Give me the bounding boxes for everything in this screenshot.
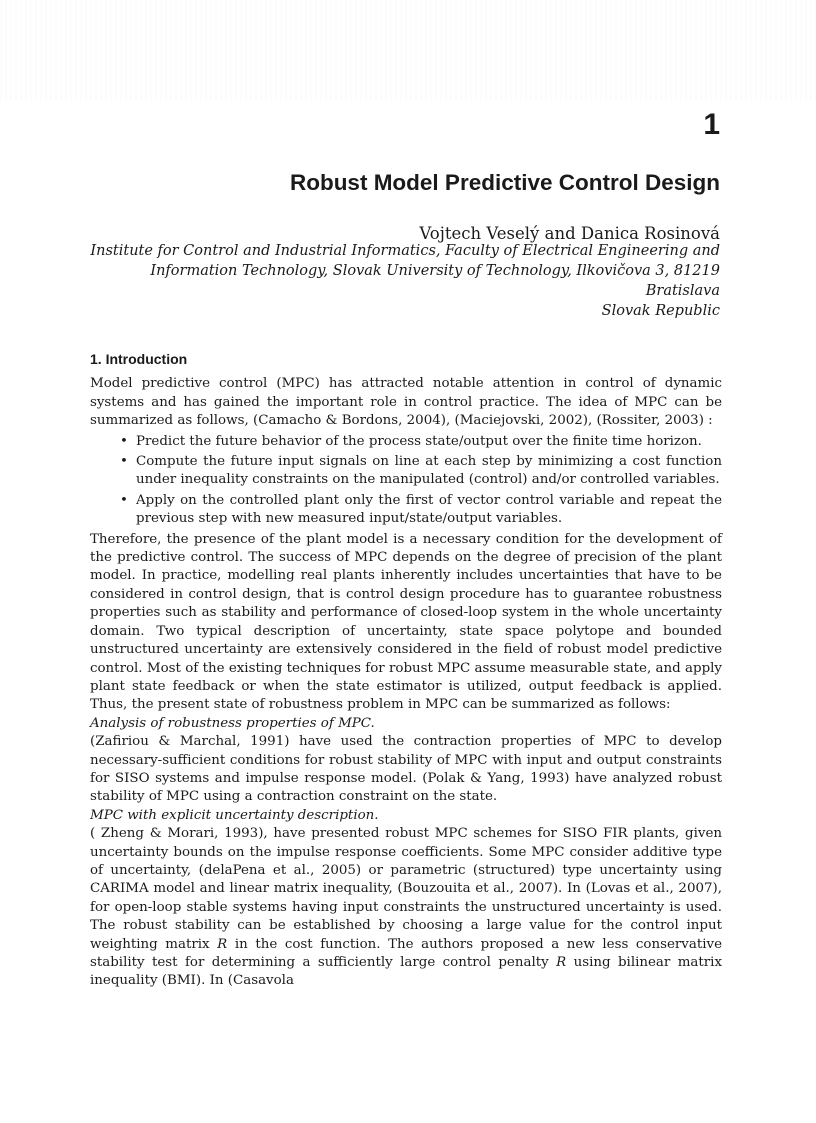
mpc-steps-list xyxy=(90,433,722,529)
chapter-number: 1 xyxy=(703,108,720,141)
list-item: • Apply on the controlled plant only the first of vector control variable and repeat the previous step with new measured input/state/output variables. xyxy=(114,492,722,529)
text-run: ( Zheng & Morari, 1993), have presented robust MPC schemes for SISO FIR plants, given uncertainty bounds on the impulse response coefficients. Some MPC consider additive type of uncertainty, (delaPena et al., 2005) or parametric (structured) type uncertainty using CARIMA model and linear matrix inequality, (Bouzouita et al., 2007). In (Lovas et al., 2007), for open-loop stable systems having input constraints the unstructured uncertainty is used. The robust stability can be established by choosing a large value for the control input weighting matrix xyxy=(90,826,722,952)
paragraph-explicit-uncertainty xyxy=(90,825,722,991)
paragraph-robustness: Therefore, the presence of the plant model is a necessary condition for the development of the predictive control. The success of MPC depends on the degree of precision of the plant model. In practice, modelling real plants inherently includes uncertainties that have to be considered in control design, that is control design procedure has to guarantee robustness properties such as stability and performance of closed-loop system in the whole uncertainty domain. Two typical description of uncertainty, state space polytope and bounded unstructured uncertainty are extensively considered in the field of robust model predictive control. Most of the existing techniques for robust MPC assume measurable state, and apply plant state feedback or when the state estimator is utilized, output feedback is applied. Thus, the present state of robustness problem in MPC can be summarized as follows: xyxy=(90,531,722,713)
affiliation xyxy=(80,241,720,321)
paragraph-analysis: (Zafiriou & Marchal, 1991) have used the contraction properties of MPC to develop necessary-sufficient conditions for robust stability of MPC with input and output constraints for SISO systems and impulse response model. (Polak & Yang, 1993) have analyzed robust stability of MPC using a contraction constraint on the state. xyxy=(90,734,722,805)
scan-noise-band xyxy=(0,0,816,100)
text-run: in the cost function. The authors proposed a new less conservative stability test for determining a sufficiently large control penalty xyxy=(90,936,722,970)
math-variable-R: R xyxy=(556,955,567,970)
math-variable-R: R xyxy=(217,936,228,952)
chapter-title: Robust Model Predictive Control Design xyxy=(289,170,720,195)
subheading-analysis: Analysis of robustness properties of MPC. xyxy=(90,715,375,731)
affiliation-line-2: Information Technology, Slovak University of Technology, Ilkovičova 3, 81219 Bratislava xyxy=(150,263,720,299)
section-heading: 1. Introduction xyxy=(90,351,188,367)
affiliation-line-3: Slovak Republic xyxy=(601,303,720,319)
text-run: using bilinear matrix inequality (BMI). In (Casavola xyxy=(90,955,723,989)
authors: Vojtech Veselý and Danica Rosinová xyxy=(419,224,720,243)
subheading-explicit-uncertainty: MPC with explicit uncertainty description. xyxy=(90,807,379,823)
section-introduction xyxy=(90,350,722,991)
list-item: • Predict the future behavior of the process state/output over the finite time horizon. xyxy=(114,433,722,451)
intro-paragraph: Model predictive control (MPC) has attracted notable attention in control of dynamic systems and has gained the important role in control practice. The idea of MPC can be summarized as follows, (Camacho & Bordons, 2004), (Maciejovski, 2002), (Rossiter, 2003) : xyxy=(90,376,722,429)
list-item: • Compute the future input signals on line at each step by minimizing a cost function under inequality constraints on the manipulated (control) and/or controlled variables. xyxy=(114,453,722,490)
affiliation-line-1: Institute for Control and Industrial Informatics, Faculty of Electrical Engineering and xyxy=(90,243,720,259)
